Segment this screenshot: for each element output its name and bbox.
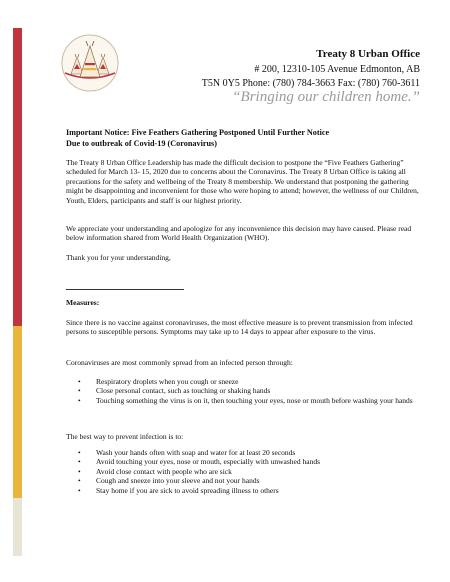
- bullet-dot-icon: •: [78, 377, 81, 386]
- bullet-dot-icon: •: [78, 457, 81, 467]
- apology-paragraph-text: We appreciate your understanding and apologize for any inconvenience this decision may have caused. Please read below information shared from World Health Organization (WHO).: [66, 224, 412, 243]
- notice-heading: [66, 128, 421, 149]
- measures-heading-text: Measures:: [66, 298, 100, 307]
- bullet-dot-icon: •: [78, 476, 81, 486]
- list-item: [66, 386, 421, 395]
- measures-heading: [66, 298, 421, 307]
- list-item-text: Wash your hands often with soap and water for at least 20 seconds: [96, 448, 296, 457]
- side-stripe-red: [13, 28, 22, 326]
- postpone-paragraph: [66, 158, 421, 205]
- list-item-text: Stay home if you are sick to avoid spreading illness to others: [96, 485, 279, 495]
- side-stripe-cream: [13, 498, 22, 556]
- bullet-dot-icon: •: [78, 395, 81, 405]
- spread-list: [66, 377, 421, 405]
- notice-line-1: Important Notice: Five Feathers Gathering Postponed Until Further Notice: [66, 128, 330, 137]
- list-item-text: Avoid touching your eyes, nose or mouth, especially with unwashed hands: [96, 457, 320, 467]
- office-phone-fax: T5N 0Y5 Phone: (780) 784-3663 Fax: (780) 760-3611: [201, 78, 420, 89]
- postpone-paragraph-text: The Treaty 8 Urban Office Leadership has made the difficult decision to postpone the “Five Feathers Gathering” scheduled for March 13- 15, 2020 due to concerns about the Coronavirus. The Treaty 8 Urban Office is taking all precautions for the safety and wellbeing of the Treaty 8 membership. We understand that postponing the gathering might be disappointing and inconvenient for those who were hoping to attend; however, the wellness of our Children, Youth, Elders, participants and staff is our highest priority.: [66, 158, 419, 205]
- list-item-text: Respiratory droplets when you cough or sneeze: [96, 377, 239, 386]
- notice-line-2: Due to outbreak of Covid-19 (Coronavirus): [66, 138, 217, 148]
- bullet-dot-icon: •: [78, 448, 81, 457]
- prevention-intro: [66, 432, 421, 441]
- list-item: [66, 457, 421, 466]
- list-item: [66, 396, 421, 405]
- list-item: [66, 377, 421, 386]
- signature-line: [66, 289, 184, 290]
- office-slogan: “Bringing our children home.”: [232, 89, 420, 105]
- spread-intro-text: Coronaviruses are most commonly spread from an infected person through:: [66, 358, 293, 367]
- list-item: [66, 448, 421, 457]
- list-item-text: Close personal contact, such as touching or shaking hands: [96, 386, 271, 396]
- thanks-paragraph-text: Thank you for your understanding,: [66, 253, 171, 262]
- bullet-dot-icon: •: [78, 485, 81, 495]
- list-item: [66, 467, 421, 476]
- spread-intro: [66, 358, 421, 367]
- office-title: Treaty 8 Urban Office: [316, 48, 420, 60]
- list-item: [66, 476, 421, 485]
- bullet-dot-icon: •: [78, 466, 81, 476]
- vaccine-paragraph: [66, 318, 421, 337]
- prevention-intro-text: The best way to prevent infection is to:: [66, 432, 184, 441]
- prevention-list: [66, 448, 421, 495]
- vaccine-paragraph-text: Since there is no vaccine against coronaviruses, the most effective measure is to prevent transmission from infected persons to susceptible persons. Symptoms may take up to 14 days to appear after exposure to the virus.: [66, 318, 413, 337]
- list-item-text: Avoid close contact with people who are sick: [96, 466, 232, 476]
- bullet-dot-icon: •: [78, 386, 81, 396]
- tipi-circle-logo-icon: [60, 33, 120, 93]
- side-stripe-yellow: [13, 326, 22, 498]
- list-item: [66, 486, 421, 495]
- list-item-text: Touching something the virus is on it, then touching your eyes, nose or mouth before washing your hands: [96, 395, 413, 405]
- apology-paragraph: [66, 224, 421, 243]
- thanks-paragraph: [66, 253, 421, 262]
- office-address: # 200, 12310-105 Avenue Edmonton, AB: [254, 64, 420, 75]
- list-item-text: Cough and sneeze into your sleeve and not your hands: [96, 476, 260, 486]
